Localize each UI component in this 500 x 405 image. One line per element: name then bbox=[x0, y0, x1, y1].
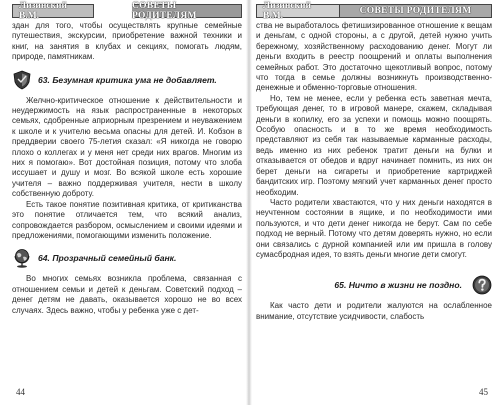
left-page-number: 44 bbox=[16, 387, 25, 397]
header-series: СОВЕТЫ РОДИТЕЛЯМ bbox=[132, 4, 242, 18]
header-author: Лизинский В.М. bbox=[256, 4, 340, 18]
right-page bbox=[248, 0, 500, 405]
section-65-heading bbox=[256, 274, 492, 296]
section-63-title: 63. Безумная критика ума не добавляет. bbox=[38, 74, 217, 85]
section-63-heading bbox=[12, 69, 242, 91]
header-series: СОВЕТЫ РОДИТЕЛЯМ bbox=[340, 4, 492, 18]
right-paragraph-4: Как часто дети и родители жалуются на ослабленное внимание, отсутствие усидчивости, слабость bbox=[256, 301, 492, 321]
section-64-title: 64. Прозрачный семейный банк. bbox=[38, 253, 177, 264]
left-page bbox=[0, 0, 248, 405]
section-65-title: 65. Ничто в жизни не поздно. bbox=[334, 280, 462, 291]
right-page-header bbox=[256, 1, 492, 21]
section-64-paragraph-1: Во многих семьях возникла проблема, связанная с отношением семьи и детей к деньгам. Советский подход – денег детям не давать, оказывается хорошо не во всех случаях. Здесь важно, чтобы у ребенка уже с дет- bbox=[12, 274, 242, 315]
book-gutter bbox=[246, 0, 252, 405]
left-page-header bbox=[12, 1, 242, 21]
section-63-paragraph-2: Есть такое понятие позитивная критика, от критиканства это понятие отличается тем, что всякий анализ, сопровождается разбором, осмыслением и своими идеями и предложениями, помогающими изменить положение. bbox=[12, 199, 242, 240]
section-63-paragraph-1: Желчно-критическое отношение к действительности и неудержимость на язык распространенные в некоторых семьях, сдобренные априорным презрением и неуважением к школе и к учителю весьма опасны для детей. И. Кобзон в преддверии своего 75-летия сказал: «Я никогда не говорю плохо о коллегах и у меня нет среди них врагов. Многим из них я помогаю». Вот достойная позиция, потому что злоба иссушает и душу и мозг. Во всякой школе есть хорошие учителя – важно поддерживая учителя, нести в школу собственную доброту. bbox=[12, 95, 242, 199]
right-paragraph-2: Но, тем не менее, если у ребенка есть заветная мечта, требующая денег, то в игровой манере, скажем, складывая деньги в копилку, его за успехи и помощь можно поощрять. Особую опасность и в то же время необходимость представляют из себя так называемые карманные расходы, ведь именно из них ребенок тратит деньги на булки и отказывается от обедов и вдруг начинает помнить, из них он берет деньги на сигареты и приобретение картриджей бандитских игр. Поэтому мягкий учет карманных денег просто необходим. bbox=[256, 93, 492, 197]
shield-icon bbox=[12, 70, 32, 90]
right-paragraph-3: Часто родители хвастаются, что у них деньги находятся в неучтенном состоянии в ящике, и по необходимости ими пользуются, и что дети денег никогда не берут. Сам по себе подход не верный. Потому что детям доверять нужно, но если они связались с дурной компанией или им пришла в голову сумасбродная идея, то взять деньги многие дети смогут. bbox=[256, 197, 492, 259]
section-64-heading bbox=[12, 247, 242, 269]
intro-paragraph: здан для того, чтобы осуществлять крупные семейные путешествия, экскурсии, приобретение важной техники и книг, на занятия в клубах и секциях, помогать людям, природе, памятникам. bbox=[12, 21, 242, 62]
right-page-number: 45 bbox=[479, 387, 488, 397]
globe-icon bbox=[12, 248, 32, 268]
header-author: Лизинский В.М. bbox=[12, 4, 94, 18]
question-icon bbox=[472, 275, 492, 295]
right-paragraph-1: ства не выработалось фетишизированное отношение к вещам и деньгам, с одной стороны, а с другой, детей нужно учить бережному, хозяйственному расходованию денег. Могут ли деньги входить в реестр поощрений и оплаты выполнения семейных работ. Это достаточно щекотливый вопрос, потому что тогда в семье должны возникнуть производственно-денежные и обменно-торговые отношения. bbox=[256, 21, 492, 93]
